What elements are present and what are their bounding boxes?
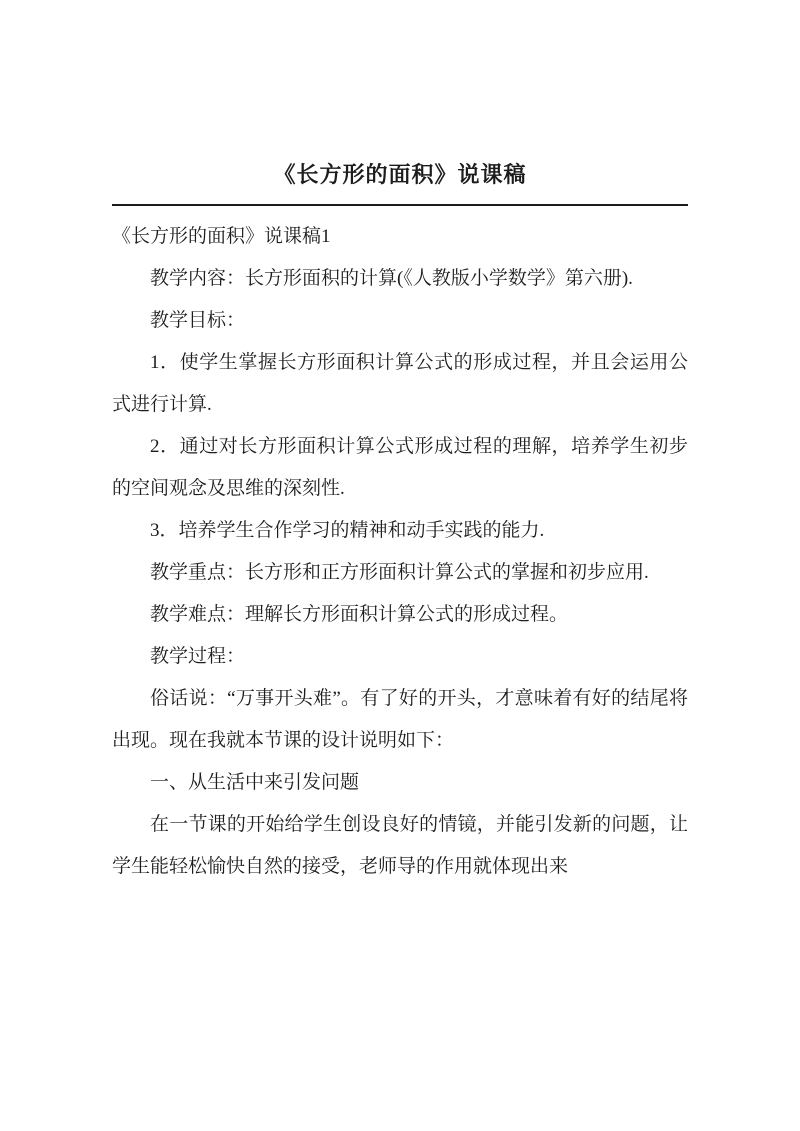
paragraph-2: 教学内容：长方形面积的计算(《人教版小学数学》第六册). xyxy=(150,268,633,289)
paragraph-4: 1．使学生掌握长方形面积计算公式的形成过程，并且会运用公式进行计算. xyxy=(112,352,688,415)
paragraph-3: 教学目标： xyxy=(150,310,246,331)
document-title: 《长方形的面积》说课稿 xyxy=(273,162,527,187)
paragraph-11: 一、从生活中来引发问题 xyxy=(150,772,360,793)
paragraph-8: 教学难点：理解长方形面积计算公式的形成过程。 xyxy=(150,604,569,625)
paragraph-1: 《长方形的面积》说课稿1 xyxy=(112,226,331,247)
paragraph-12: 在一节课的开始给学生创设良好的情镜，并能引发新的问题，让学生能轻松愉快自然的接受，老师导的作用就体现出来 xyxy=(112,814,688,877)
paragraph-5: 2．通过对长方形面积计算公式形成过程的理解，培养学生初步的空间观念及思维的深刻性. xyxy=(112,436,688,499)
paragraph-7: 教学重点：长方形和正方形面积计算公式的掌握和初步应用. xyxy=(150,562,649,583)
paragraph-9: 教学过程： xyxy=(150,646,246,667)
title-divider xyxy=(112,204,688,206)
document-body xyxy=(112,216,688,888)
paragraph-6: 3．培养学生合作学习的精神和动手实践的能力. xyxy=(150,520,545,541)
paragraph-10: 俗话说：“万事开头难”。有了好的开头，才意味着有好的结尾将出现。现在我就本节课的设计说明如下： xyxy=(112,688,688,751)
